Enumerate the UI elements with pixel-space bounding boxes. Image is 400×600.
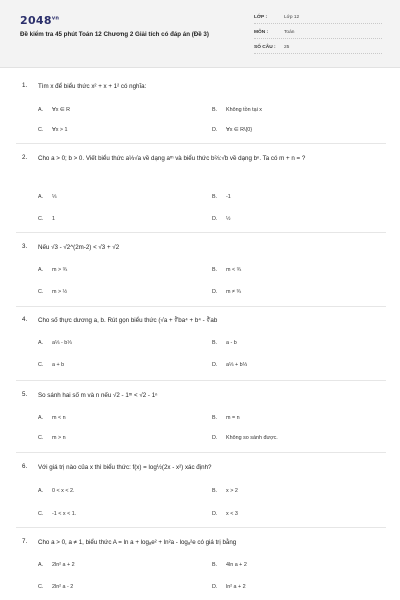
option-c[interactable]: C. -1 < x < 1.: [38, 511, 77, 517]
option-c[interactable]: C. m > ½: [38, 289, 68, 295]
option-a[interactable]: A. a⅓ - b⅓: [38, 340, 72, 346]
option-c[interactable]: C. a + b: [38, 362, 65, 368]
option-b[interactable]: B. m = n: [212, 415, 240, 421]
divider: [16, 232, 386, 233]
option-d[interactable]: D. ½: [212, 216, 231, 222]
option-a[interactable]: A. ⅓: [38, 194, 57, 200]
question-number: 3.: [22, 243, 28, 250]
question-number: 4.: [22, 316, 28, 323]
site-logo[interactable]: $2048^{vn}$: [20, 14, 60, 27]
question-text: Nếu √3 - √2^(2m-2) < √3 + √2: [38, 244, 120, 251]
subject-value: Toán: [284, 30, 295, 35]
question-text: So sánh hai số m và n nếu √2 - 1ᵐ < √2 - 1ⁿ: [38, 392, 158, 399]
question-text: Với giá trị nào của x thì biểu thức: f(x) = log½(2x - x²) xác định?: [38, 464, 212, 471]
question-text: Cho a > 0, a ≠ 1, biểu thức A = ln a + logₐe² + ln²a - logₐ²e có giá trị bằng: [38, 539, 237, 546]
option-b[interactable]: B. 4ln a + 2: [212, 562, 247, 568]
divider: [16, 380, 386, 381]
question-number: 7.: [22, 538, 28, 545]
question-number: 6.: [22, 463, 28, 470]
question-text: Cho số thực dương a, b. Rút gọn biểu thức (√a + ∛ba⁴ + b⁴ - ∛ab: [38, 317, 218, 324]
question-number: 1.: [22, 82, 28, 89]
option-a[interactable]: A. 2ln² a + 2: [38, 562, 75, 568]
question-number: 2.: [22, 154, 28, 161]
option-b[interactable]: B. -1: [212, 194, 231, 200]
page-header: [0, 0, 400, 68]
option-c[interactable]: C. ∀x > 1: [38, 127, 68, 133]
question-number: 5.: [22, 391, 28, 398]
option-a[interactable]: A. m > ¾: [38, 267, 68, 273]
question-count-label: SỐ CÂU :: [254, 45, 276, 50]
question-count-value: 25: [284, 45, 290, 50]
option-a[interactable]: A. ∀x ∈ R: [38, 107, 70, 113]
option-b[interactable]: B. Không tồn tại x: [212, 107, 262, 113]
grade-label: LỚP :: [254, 15, 268, 20]
subject-label: MÔN :: [254, 30, 269, 35]
option-d[interactable]: D. ln² a + 2: [212, 584, 246, 590]
option-d[interactable]: D. Không so sánh được.: [212, 435, 278, 441]
option-b[interactable]: B. m < ¾: [212, 267, 242, 273]
option-a[interactable]: A. 0 < x < 2.: [38, 488, 75, 494]
option-d[interactable]: D. ∀x ∈ R\{0}: [212, 127, 253, 133]
divider: [16, 143, 386, 144]
divider: [16, 306, 386, 307]
divider: [16, 527, 386, 528]
divider: [16, 452, 386, 453]
option-c[interactable]: C. 1: [38, 216, 55, 222]
question-text: Cho a > 0; b > 0. Viết biểu thức a⅓√a về dạng aᵐ và biểu thức b⅔:√b về dạng bⁿ. Ta có m + n = ?: [38, 155, 306, 162]
page-title: Đề kiểm tra 45 phút Toán 12 Chương 2 Giải tích có đáp án (Đề 3): [20, 31, 209, 38]
option-d[interactable]: D. a⅓ + b⅓: [212, 362, 248, 368]
option-c[interactable]: C. m > n: [38, 435, 66, 441]
grade-value: Lớp 12: [284, 15, 300, 20]
question-text: Tìm x để biểu thức x² + x + 1² có nghĩa:: [38, 83, 147, 90]
option-d[interactable]: D. m ≠ ¾: [212, 289, 241, 295]
option-b[interactable]: B. a - b: [212, 340, 237, 346]
option-b[interactable]: B. x > 2: [212, 488, 238, 494]
option-c[interactable]: C. 2ln² a - 2: [38, 584, 74, 590]
option-d[interactable]: D. x < 3: [212, 511, 238, 517]
option-a[interactable]: A. m < n: [38, 415, 66, 421]
